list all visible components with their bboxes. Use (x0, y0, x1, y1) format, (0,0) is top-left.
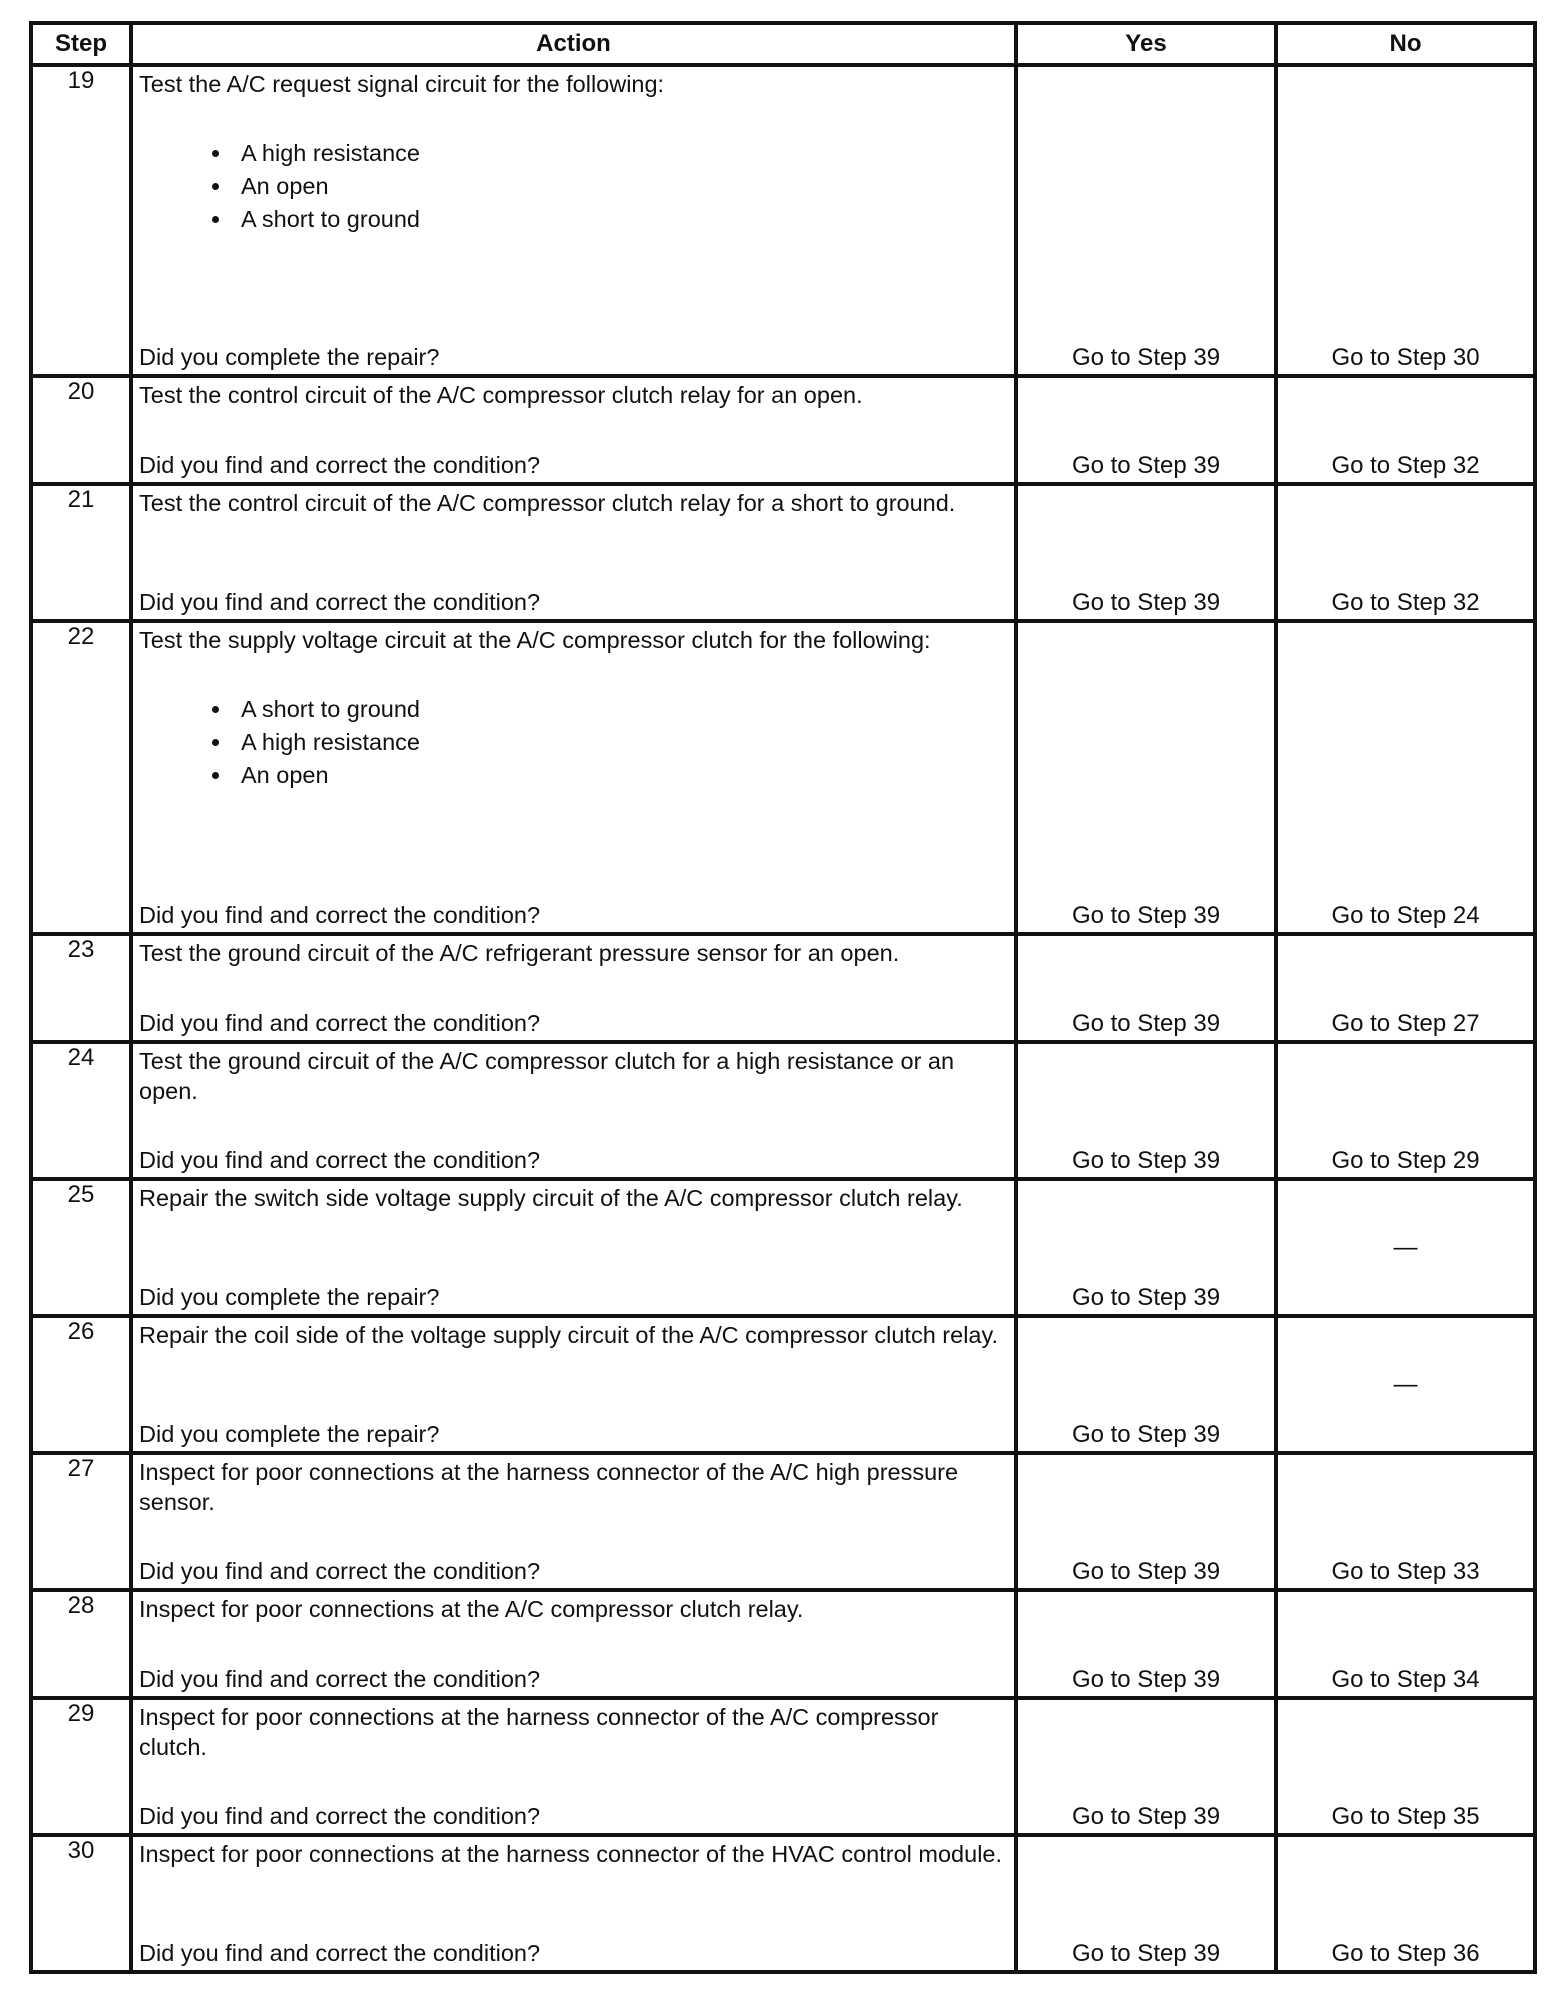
no-outcome: Go to Step 30 (1331, 344, 1480, 371)
action-cell (131, 621, 1016, 934)
action-text: Inspect for poor connections at the A/C compressor clutch relay. (139, 1596, 804, 1622)
step-number: 23 (31, 934, 131, 1042)
step-number: 27 (31, 1453, 131, 1590)
action-cell (131, 1590, 1016, 1698)
step-number: 21 (31, 484, 131, 621)
step-number: 25 (31, 1179, 131, 1316)
no-outcome: Go to Step 32 (1331, 452, 1480, 479)
action-text: Test the control circuit of the A/C compressor clutch relay for a short to ground. (139, 490, 956, 516)
action-text: Inspect for poor connections at the harness connector of the A/C compressor clutch. (139, 1704, 939, 1760)
step-number: 22 (31, 621, 131, 934)
yes-outcome: Go to Step 39 (1071, 1147, 1221, 1174)
action-text: Test the supply voltage circuit at the A/C compressor clutch for the following: (139, 627, 931, 653)
table-row (31, 484, 1535, 621)
action-question: Did you find and correct the condition? (139, 1147, 541, 1173)
table-row (31, 1453, 1535, 1590)
no-outcome: Go to Step 27 (1331, 1010, 1480, 1037)
header-yes: Yes (1016, 23, 1276, 65)
action-text: Inspect for poor connections at the harness connector of the A/C high pressure sensor. (139, 1459, 959, 1515)
no-outcome: Go to Step 36 (1331, 1940, 1480, 1967)
no-cell (1276, 65, 1535, 376)
condition-item: • A high resistance (233, 137, 1014, 170)
header-row (31, 23, 1535, 65)
yes-outcome: Go to Step 39 (1071, 1421, 1221, 1448)
yes-cell (1016, 1698, 1276, 1835)
condition-item: • A high resistance (233, 726, 1014, 759)
action-text: Test the ground circuit of the A/C refrigerant pressure sensor for an open. (139, 940, 900, 966)
yes-cell (1016, 934, 1276, 1042)
no-cell (1276, 1042, 1535, 1179)
table-row (31, 1835, 1535, 1972)
step-number: 26 (31, 1316, 131, 1453)
action-text: Test the control circuit of the A/C compressor clutch relay for an open. (139, 382, 863, 408)
yes-cell (1016, 1590, 1276, 1698)
no-cell (1276, 376, 1535, 484)
table-row (31, 1590, 1535, 1698)
yes-cell (1016, 621, 1276, 934)
no-outcome: Go to Step 32 (1331, 589, 1480, 616)
action-question: Did you complete the repair? (139, 1284, 440, 1310)
yes-cell (1016, 1316, 1276, 1453)
action-cell (131, 376, 1016, 484)
step-number: 30 (31, 1835, 131, 1972)
action-question: Did you find and correct the condition? (139, 902, 541, 928)
yes-outcome: Go to Step 39 (1071, 1940, 1221, 1967)
no-cell (1276, 1698, 1535, 1835)
yes-cell (1016, 1453, 1276, 1590)
no-cell (1276, 1835, 1535, 1972)
no-outcome: — (1393, 1233, 1418, 1261)
yes-cell (1016, 484, 1276, 621)
no-cell (1276, 621, 1535, 934)
no-outcome: Go to Step 29 (1331, 1147, 1480, 1174)
no-cell (1276, 484, 1535, 621)
yes-cell (1016, 376, 1276, 484)
yes-cell (1016, 65, 1276, 376)
action-text: Repair the switch side voltage supply circuit of the A/C compressor clutch relay. (139, 1185, 963, 1211)
no-cell (1276, 1590, 1535, 1698)
step-number: 19 (31, 65, 131, 376)
table-row (31, 1316, 1535, 1453)
no-outcome: Go to Step 34 (1331, 1666, 1480, 1693)
action-question: Did you find and correct the condition? (139, 1010, 541, 1036)
table-row (31, 1698, 1535, 1835)
condition-list (133, 693, 1014, 792)
no-cell (1276, 1453, 1535, 1590)
yes-outcome: Go to Step 39 (1071, 1010, 1221, 1037)
no-cell (1276, 934, 1535, 1042)
action-cell (131, 1042, 1016, 1179)
header-no: No (1276, 23, 1535, 65)
action-text: Test the A/C request signal circuit for the following: (139, 71, 665, 97)
action-cell (131, 65, 1016, 376)
table-body (31, 65, 1535, 1972)
step-number: 28 (31, 1590, 131, 1698)
yes-outcome: Go to Step 39 (1071, 902, 1221, 929)
table-row (31, 65, 1535, 376)
yes-outcome: Go to Step 39 (1071, 1666, 1221, 1693)
action-cell (131, 1453, 1016, 1590)
action-cell (131, 1698, 1016, 1835)
action-question: Did you find and correct the condition? (139, 452, 541, 478)
action-question: Did you find and correct the condition? (139, 1558, 541, 1584)
action-text: Inspect for poor connections at the harness connector of the HVAC control module. (139, 1841, 1003, 1867)
action-question: Did you complete the repair? (139, 344, 440, 370)
step-number: 29 (31, 1698, 131, 1835)
yes-outcome: Go to Step 39 (1071, 452, 1221, 479)
action-cell (131, 1835, 1016, 1972)
condition-item: • A short to ground (233, 203, 1014, 236)
step-number: 20 (31, 376, 131, 484)
action-question: Did you find and correct the condition? (139, 1803, 541, 1829)
yes-outcome: Go to Step 39 (1071, 344, 1221, 371)
action-cell (131, 484, 1016, 621)
condition-item: • An open (233, 759, 1014, 792)
yes-cell (1016, 1179, 1276, 1316)
action-question: Did you find and correct the condition? (139, 1666, 541, 1692)
diagnostic-table (29, 21, 1537, 1974)
header-step: Step (31, 23, 131, 65)
no-outcome: — (1393, 1370, 1418, 1398)
action-question: Did you complete the repair? (139, 1421, 440, 1447)
condition-item: • A short to ground (233, 693, 1014, 726)
action-question: Did you find and correct the condition? (139, 589, 541, 615)
yes-outcome: Go to Step 39 (1071, 1803, 1221, 1830)
action-cell (131, 934, 1016, 1042)
table-row (31, 934, 1535, 1042)
table-row (31, 621, 1535, 934)
no-outcome: Go to Step 24 (1331, 902, 1480, 929)
yes-cell (1016, 1042, 1276, 1179)
condition-list (133, 137, 1014, 236)
yes-cell (1016, 1835, 1276, 1972)
yes-outcome: Go to Step 39 (1071, 589, 1221, 616)
table-row (31, 376, 1535, 484)
header-action: Action (131, 23, 1016, 65)
yes-outcome: Go to Step 39 (1071, 1284, 1221, 1311)
action-cell (131, 1179, 1016, 1316)
condition-item: • An open (233, 170, 1014, 203)
action-cell (131, 1316, 1016, 1453)
no-outcome: Go to Step 35 (1331, 1803, 1480, 1830)
no-cell (1276, 1179, 1535, 1316)
action-text: Repair the coil side of the voltage supply circuit of the A/C compressor clutch relay. (139, 1322, 999, 1348)
action-question: Did you find and correct the condition? (139, 1940, 541, 1966)
table-row (31, 1179, 1535, 1316)
yes-outcome: Go to Step 39 (1071, 1558, 1221, 1585)
no-outcome: Go to Step 33 (1331, 1558, 1480, 1585)
step-number: 24 (31, 1042, 131, 1179)
no-cell (1276, 1316, 1535, 1453)
action-text: Test the ground circuit of the A/C compressor clutch for a high resistance or an open. (139, 1048, 955, 1104)
table-row (31, 1042, 1535, 1179)
